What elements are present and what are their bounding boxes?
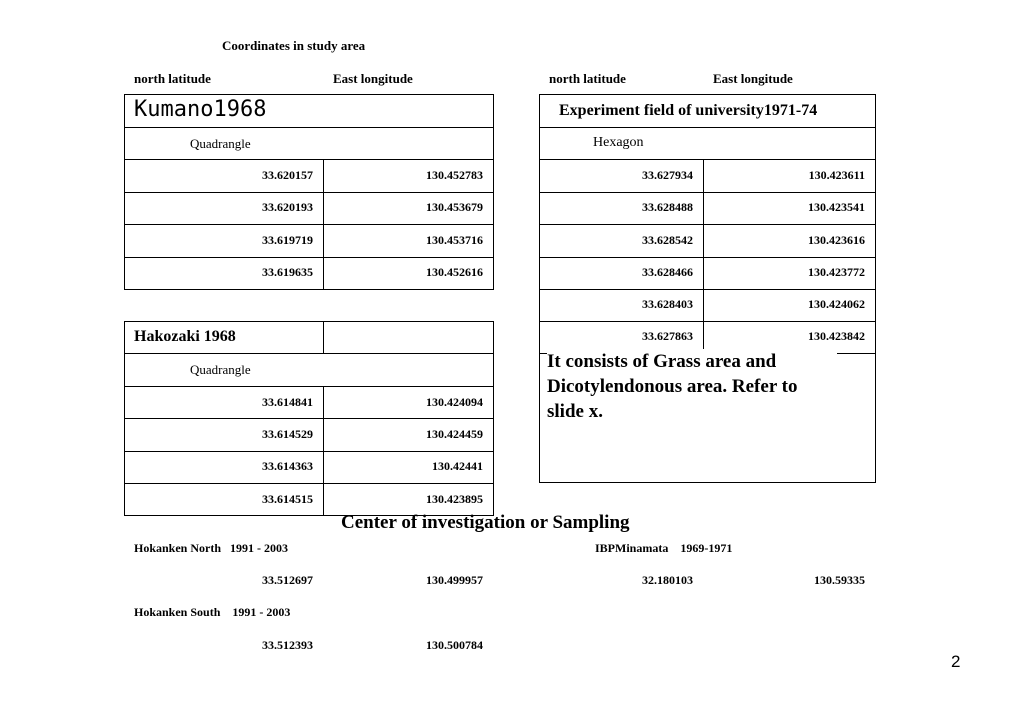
ibp-lon: 130.59335	[814, 573, 865, 587]
left-lon-header: East longitude	[333, 71, 413, 86]
divider	[323, 321, 324, 353]
divider	[539, 257, 876, 258]
divider	[124, 192, 494, 193]
page-number: 2	[951, 652, 961, 671]
kumano-lat-1: 33.620157	[262, 168, 313, 182]
experiment-title: Experiment field of university1971-74	[559, 102, 818, 119]
experiment-lon-5: 130.424062	[808, 297, 865, 311]
ibp-lat: 32.180103	[642, 573, 693, 587]
divider	[703, 159, 704, 353]
divider	[124, 386, 494, 387]
hakozaki-lat-2: 33.614529	[262, 427, 313, 441]
hakozaki-lat-4: 33.614515	[262, 492, 313, 506]
hakozaki-lat-1: 33.614841	[262, 395, 313, 409]
divider	[539, 127, 876, 128]
right-lat-header: north latitude	[549, 71, 626, 86]
divider	[539, 224, 876, 225]
divider	[124, 418, 494, 419]
hokanken-north-lon: 130.499957	[426, 573, 483, 587]
hokanken-south-lat: 33.512393	[262, 638, 313, 652]
kumano-lat-2: 33.620193	[262, 200, 313, 214]
hakozaki-lat-3: 33.614363	[262, 459, 313, 473]
kumano-shape: Quadrangle	[190, 136, 251, 151]
hokanken-south-lon: 130.500784	[426, 638, 483, 652]
divider	[539, 321, 876, 322]
experiment-lon-3: 130.423616	[808, 233, 865, 247]
kumano-title: Kumano1968	[134, 97, 267, 122]
hokanken-north-lat: 33.512697	[262, 573, 313, 587]
experiment-lon-4: 130.423772	[808, 265, 865, 279]
kumano-lat-4: 33.619635	[262, 265, 313, 279]
hakozaki-lon-1: 130.424094	[426, 395, 483, 409]
divider	[323, 159, 324, 290]
divider	[539, 192, 876, 193]
hakozaki-title: Hakozaki 1968	[134, 328, 236, 345]
kumano-lon-1: 130.452783	[426, 168, 483, 182]
hokanken-north-label: Hokanken North 1991 - 2003	[134, 541, 289, 555]
divider	[124, 451, 494, 452]
experiment-lat-6: 33.627863	[642, 329, 693, 343]
kumano-lon-2: 130.453679	[426, 200, 483, 214]
kumano-lat-3: 33.619719	[262, 233, 313, 247]
ibp-label: IBPMinamata 1969-1971	[595, 541, 733, 555]
left-lat-header: north latitude	[134, 71, 211, 86]
kumano-lon-3: 130.453716	[426, 233, 483, 247]
experiment-lat-5: 33.628403	[642, 297, 693, 311]
hakozaki-lon-3: 130.42441	[432, 459, 483, 473]
experiment-lon-2: 130.423541	[808, 200, 865, 214]
divider	[124, 353, 494, 354]
hokanken-south-label: Hokanken South 1991 - 2003	[134, 605, 291, 619]
hakozaki-shape: Quadrangle	[190, 362, 251, 377]
experiment-lon-1: 130.423611	[808, 168, 865, 182]
experiment-lat-1: 33.627934	[642, 168, 693, 182]
divider	[124, 224, 494, 225]
center-heading: Center of investigation or Sampling	[341, 512, 630, 533]
page-title: Coordinates in study area	[222, 38, 366, 53]
kumano-lon-4: 130.452616	[426, 265, 483, 279]
experiment-lon-6: 130.423842	[808, 329, 865, 343]
divider	[539, 289, 876, 290]
divider	[323, 386, 324, 516]
experiment-shape: Hexagon	[593, 135, 644, 150]
divider	[124, 483, 494, 484]
right-lon-header: East longitude	[713, 71, 793, 86]
divider	[539, 159, 876, 160]
experiment-lat-3: 33.628542	[642, 233, 693, 247]
hakozaki-lon-4: 130.423895	[426, 492, 483, 506]
experiment-lat-2: 33.628488	[642, 200, 693, 214]
experiment-note: It consists of Grass area and Dicotylendonous area. Refer to slide x.	[547, 349, 837, 424]
divider	[124, 159, 494, 160]
divider	[124, 127, 494, 128]
experiment-lat-4: 33.628466	[642, 265, 693, 279]
divider	[124, 257, 494, 258]
hakozaki-lon-2: 130.424459	[426, 427, 483, 441]
